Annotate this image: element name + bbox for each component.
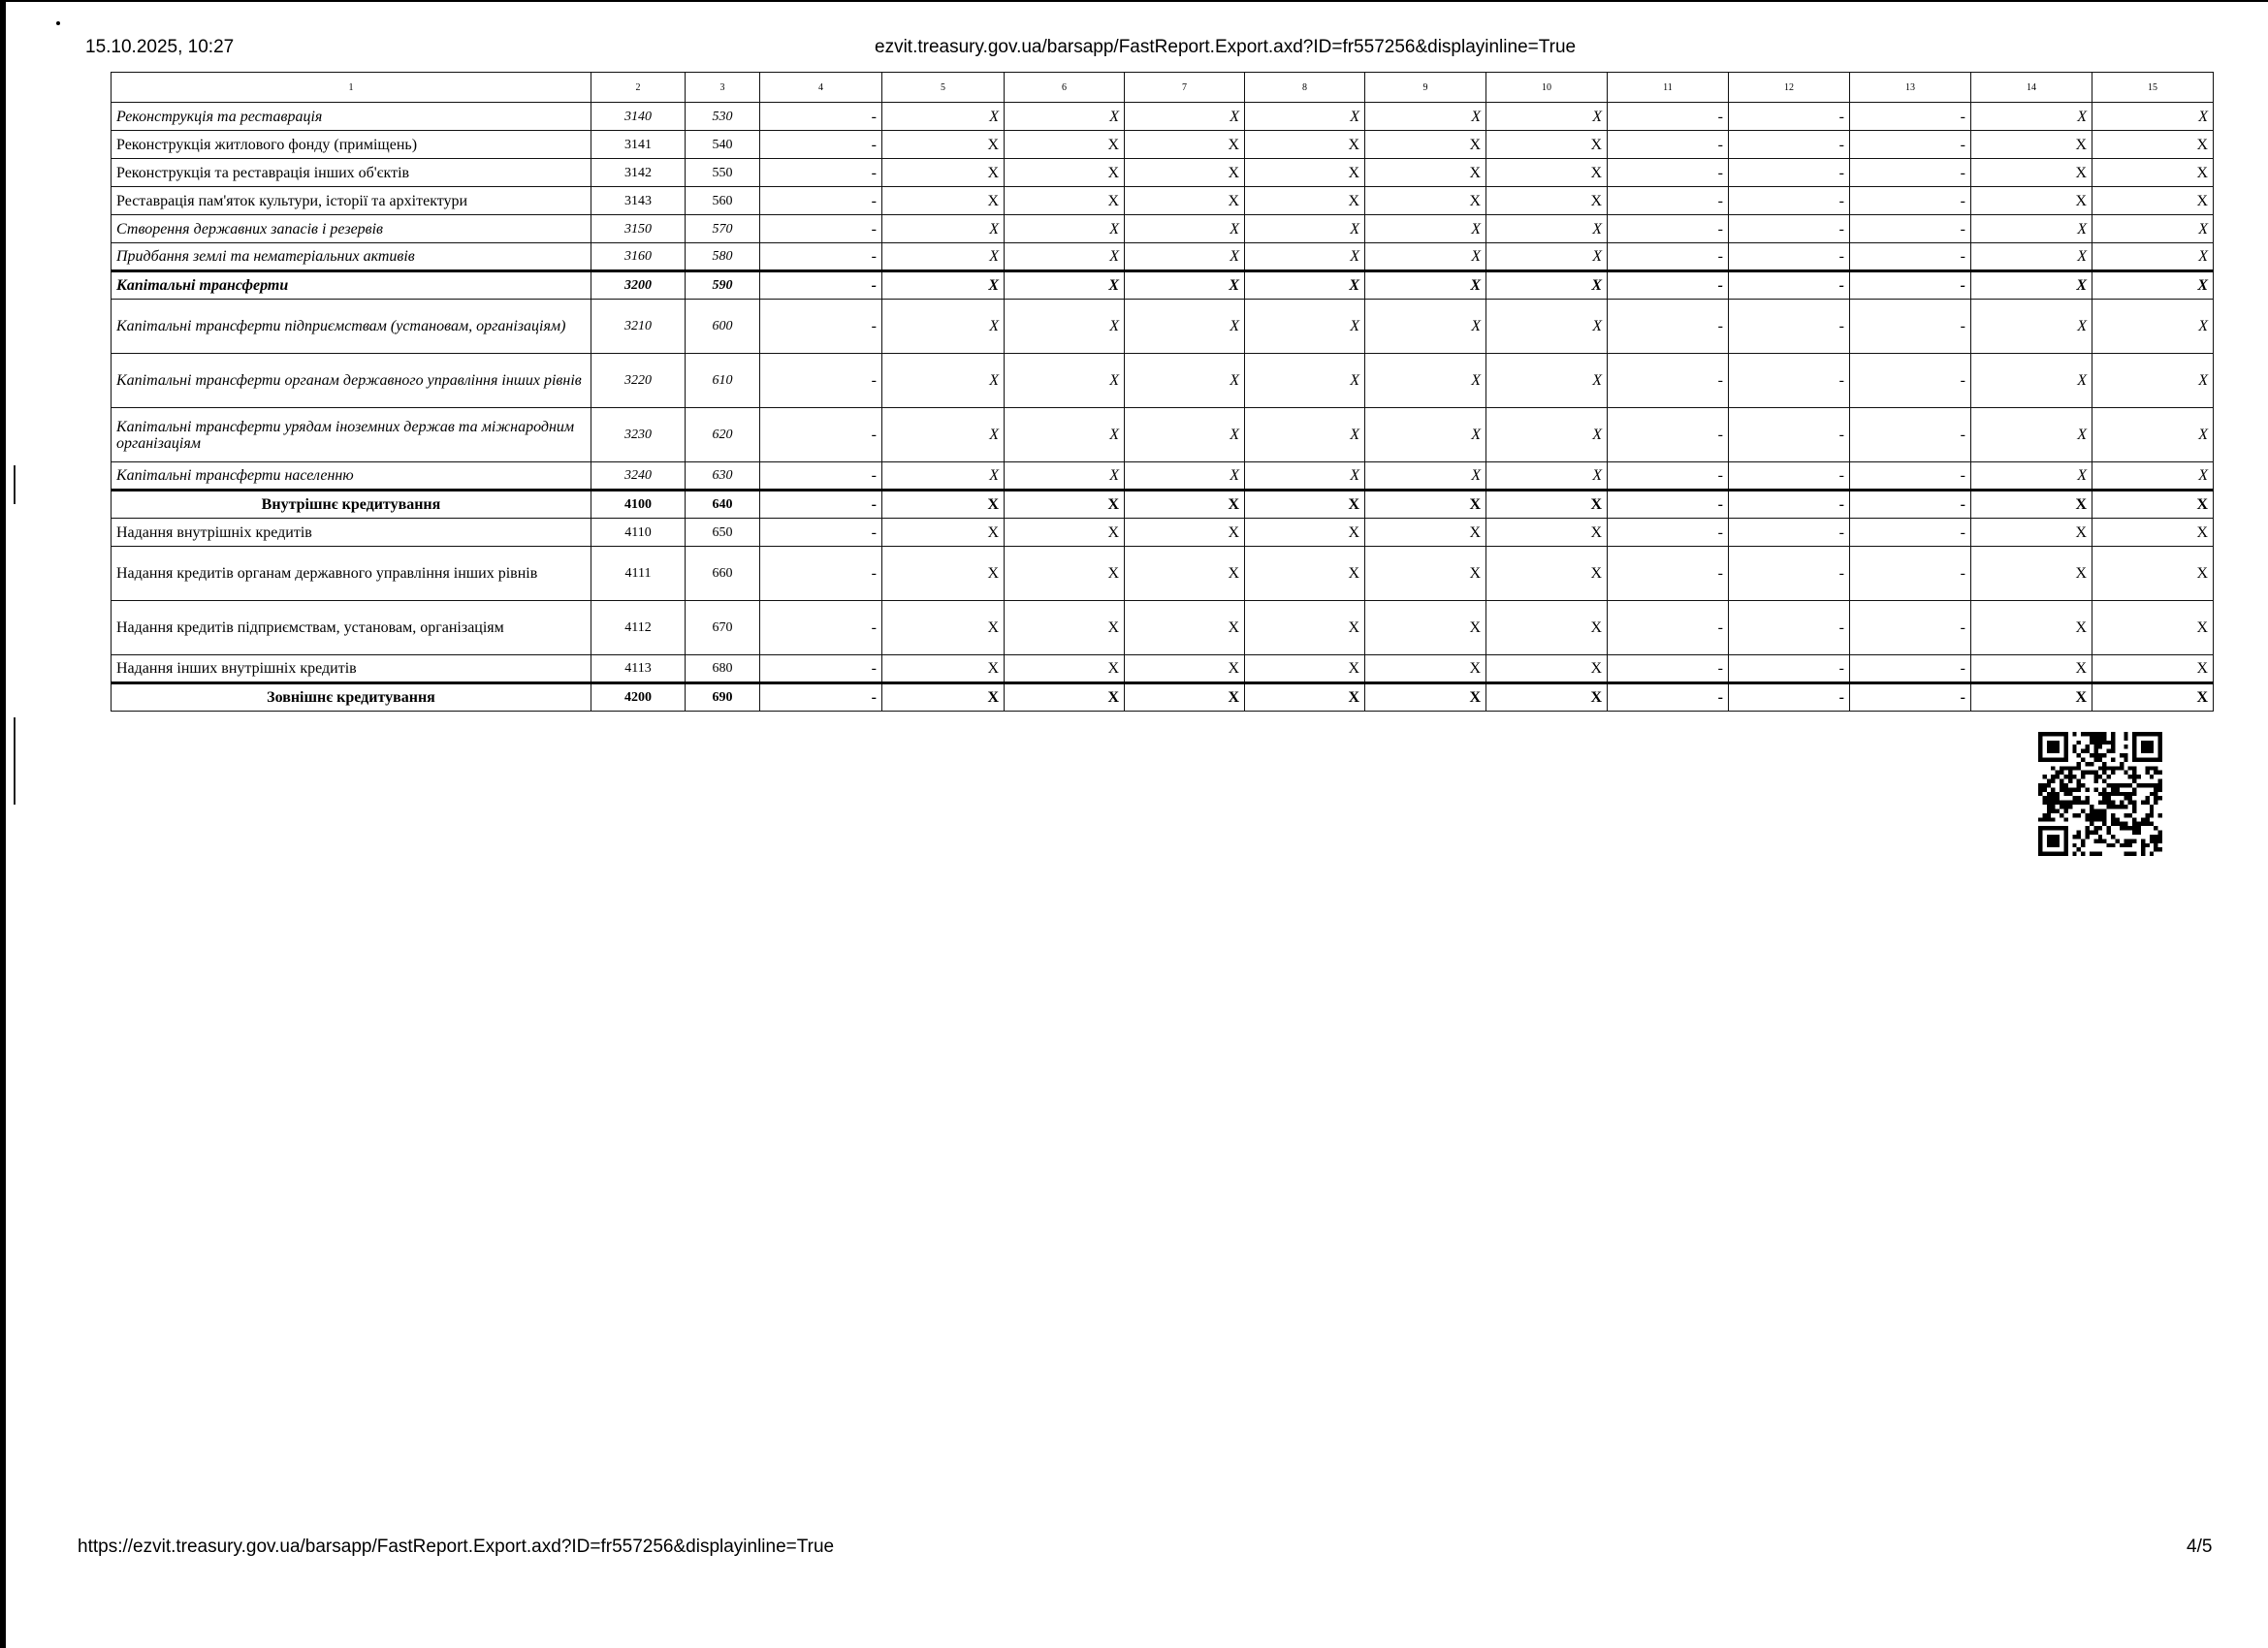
value-cell: - <box>760 519 882 547</box>
value-cell: - <box>1850 131 1971 159</box>
value-cell: X <box>1005 683 1125 712</box>
page-number: 4/5 <box>2187 1537 2213 1557</box>
value-cell: - <box>1608 655 1729 683</box>
value-cell: X <box>1005 131 1125 159</box>
value-cell: - <box>1729 683 1850 712</box>
value-cell: - <box>1729 271 1850 300</box>
value-cell: - <box>1850 271 1971 300</box>
scan-dot <box>56 21 60 25</box>
row-code: 4200 <box>591 683 686 712</box>
value-cell: X <box>1971 491 2092 519</box>
value-cell: X <box>1125 491 1245 519</box>
value-cell: X <box>1486 601 1608 655</box>
value-cell: - <box>1729 655 1850 683</box>
value-cell: - <box>1850 243 1971 271</box>
value-cell: - <box>760 215 882 243</box>
column-number: 5 <box>882 73 1005 103</box>
value-cell: X <box>1125 408 1245 462</box>
row-name: Надання внутрішніх кредитів <box>112 519 591 547</box>
value-cell: X <box>2092 462 2214 491</box>
value-cell: X <box>1005 243 1125 271</box>
row-code: 3143 <box>591 187 686 215</box>
value-cell: X <box>882 519 1005 547</box>
value-cell: X <box>1365 462 1486 491</box>
margin-mark <box>14 465 16 504</box>
value-cell: - <box>760 655 882 683</box>
value-cell: X <box>1125 655 1245 683</box>
row-code: 3160 <box>591 243 686 271</box>
value-cell: - <box>1729 491 1850 519</box>
value-cell: X <box>2092 655 2214 683</box>
value-cell: X <box>1971 271 2092 300</box>
value-cell: - <box>1850 103 1971 131</box>
table-row <box>112 491 2214 519</box>
value-cell: - <box>1729 159 1850 187</box>
value-cell: - <box>1850 491 1971 519</box>
value-cell: X <box>1125 159 1245 187</box>
value-cell: X <box>2092 683 2214 712</box>
value-cell: X <box>1365 408 1486 462</box>
table-row <box>112 159 2214 187</box>
value-cell: X <box>1125 519 1245 547</box>
report-table <box>111 72 2214 712</box>
value-cell: - <box>1729 103 1850 131</box>
value-cell: X <box>1245 491 1365 519</box>
value-cell: X <box>2092 354 2214 408</box>
row-line-code: 690 <box>686 683 760 712</box>
value-cell: X <box>2092 300 2214 354</box>
table-row <box>112 655 2214 683</box>
value-cell: X <box>1365 547 1486 601</box>
value-cell: X <box>1486 187 1608 215</box>
value-cell: - <box>1729 243 1850 271</box>
value-cell: X <box>1005 159 1125 187</box>
value-cell: X <box>2092 215 2214 243</box>
value-cell: - <box>1850 462 1971 491</box>
value-cell: X <box>1245 300 1365 354</box>
row-line-code: 550 <box>686 159 760 187</box>
row-line-code: 680 <box>686 655 760 683</box>
value-cell: X <box>1125 354 1245 408</box>
value-cell: X <box>1365 159 1486 187</box>
value-cell: - <box>1729 462 1850 491</box>
value-cell: X <box>1005 215 1125 243</box>
value-cell: X <box>1005 462 1125 491</box>
scan-edge-left <box>0 0 6 1648</box>
value-cell: X <box>1005 300 1125 354</box>
row-code: 4113 <box>591 655 686 683</box>
row-code: 3230 <box>591 408 686 462</box>
value-cell: - <box>1608 491 1729 519</box>
value-cell: X <box>1486 408 1608 462</box>
row-name: Надання кредитів органам державного управління інших рівнів <box>112 547 591 601</box>
value-cell: X <box>1365 683 1486 712</box>
column-number: 1 <box>112 73 591 103</box>
column-number: 11 <box>1608 73 1729 103</box>
value-cell: X <box>882 159 1005 187</box>
row-code: 3200 <box>591 271 686 300</box>
value-cell: X <box>2092 408 2214 462</box>
value-cell: X <box>1486 491 1608 519</box>
value-cell: - <box>1850 683 1971 712</box>
row-name: Капітальні трансферти урядам іноземних держав та міжнародним організаціям <box>112 408 591 462</box>
value-cell: - <box>760 271 882 300</box>
table-row <box>112 462 2214 491</box>
value-cell: - <box>1608 131 1729 159</box>
footer-url: https://ezvit.treasury.gov.ua/barsapp/FastReport.Export.axd?ID=fr557256&displayinline=True <box>78 1537 835 1557</box>
value-cell: X <box>1365 215 1486 243</box>
value-cell: - <box>1729 187 1850 215</box>
value-cell: - <box>1608 462 1729 491</box>
row-name: Реставрація пам'яток культури, історії та архітектури <box>112 187 591 215</box>
value-cell: X <box>882 271 1005 300</box>
value-cell: X <box>1486 354 1608 408</box>
value-cell: X <box>1005 354 1125 408</box>
column-number: 7 <box>1125 73 1245 103</box>
row-line-code: 590 <box>686 271 760 300</box>
value-cell: X <box>882 655 1005 683</box>
value-cell: X <box>1125 243 1245 271</box>
value-cell: X <box>1971 131 2092 159</box>
value-cell: X <box>1245 408 1365 462</box>
value-cell: - <box>1608 408 1729 462</box>
value-cell: X <box>882 491 1005 519</box>
print-url: ezvit.treasury.gov.ua/barsapp/FastReport.Export.axd?ID=fr557256&displayinline=True <box>875 37 1577 57</box>
value-cell: X <box>1005 601 1125 655</box>
value-cell: X <box>1486 103 1608 131</box>
row-line-code: 560 <box>686 187 760 215</box>
value-cell: X <box>2092 103 2214 131</box>
value-cell: X <box>882 300 1005 354</box>
table-row <box>112 103 2214 131</box>
table-row <box>112 271 2214 300</box>
value-cell: - <box>1850 547 1971 601</box>
value-cell: X <box>882 462 1005 491</box>
column-number: 4 <box>760 73 882 103</box>
value-cell: X <box>1971 215 2092 243</box>
row-code: 4111 <box>591 547 686 601</box>
row-code: 4112 <box>591 601 686 655</box>
value-cell: X <box>1971 655 2092 683</box>
table-row <box>112 243 2214 271</box>
value-cell: X <box>1125 683 1245 712</box>
value-cell: - <box>1850 408 1971 462</box>
value-cell: X <box>1486 243 1608 271</box>
row-code: 3220 <box>591 354 686 408</box>
value-cell: X <box>1005 491 1125 519</box>
table-row <box>112 215 2214 243</box>
value-cell: X <box>1125 462 1245 491</box>
value-cell: X <box>1486 519 1608 547</box>
row-line-code: 670 <box>686 601 760 655</box>
value-cell: X <box>1971 354 2092 408</box>
value-cell: X <box>1245 243 1365 271</box>
value-cell: X <box>1245 519 1365 547</box>
row-code: 3140 <box>591 103 686 131</box>
row-line-code: 650 <box>686 519 760 547</box>
value-cell: X <box>1005 655 1125 683</box>
value-cell: X <box>1005 103 1125 131</box>
value-cell: - <box>1850 655 1971 683</box>
value-cell: - <box>760 131 882 159</box>
value-cell: - <box>760 300 882 354</box>
value-cell: X <box>1365 491 1486 519</box>
value-cell: X <box>1125 547 1245 601</box>
value-cell: X <box>1971 187 2092 215</box>
row-code: 3240 <box>591 462 686 491</box>
column-number: 12 <box>1729 73 1850 103</box>
row-name: Капітальні трансферти підприємствам (установам, організаціям) <box>112 300 591 354</box>
value-cell: X <box>1125 271 1245 300</box>
table-row <box>112 547 2214 601</box>
print-datetime: 15.10.2025, 10:27 <box>85 37 235 57</box>
value-cell: X <box>1245 103 1365 131</box>
value-cell: - <box>1850 159 1971 187</box>
row-name: Реконструкція та реставрація інших об'єктів <box>112 159 591 187</box>
value-cell: - <box>1850 354 1971 408</box>
value-cell: - <box>1608 243 1729 271</box>
row-name: Капітальні трансферти <box>112 271 591 300</box>
value-cell: - <box>760 547 882 601</box>
column-number: 2 <box>591 73 686 103</box>
row-code: 4110 <box>591 519 686 547</box>
value-cell: X <box>1971 519 2092 547</box>
row-line-code: 530 <box>686 103 760 131</box>
value-cell: X <box>2092 271 2214 300</box>
value-cell: X <box>1971 408 2092 462</box>
value-cell: X <box>1971 243 2092 271</box>
value-cell: X <box>1486 271 1608 300</box>
value-cell: X <box>2092 547 2214 601</box>
value-cell: X <box>1365 271 1486 300</box>
value-cell: X <box>882 683 1005 712</box>
value-cell: - <box>1850 300 1971 354</box>
value-cell: X <box>1365 131 1486 159</box>
row-name: Надання інших внутрішніх кредитів <box>112 655 591 683</box>
row-line-code: 540 <box>686 131 760 159</box>
value-cell: X <box>1245 683 1365 712</box>
column-number: 10 <box>1486 73 1608 103</box>
value-cell: X <box>1971 683 2092 712</box>
value-cell: - <box>760 408 882 462</box>
value-cell: - <box>1850 519 1971 547</box>
value-cell: X <box>1486 547 1608 601</box>
value-cell: - <box>760 683 882 712</box>
row-name: Придбання землі та нематеріальних активів <box>112 243 591 271</box>
value-cell: X <box>1005 408 1125 462</box>
value-cell: X <box>1971 547 2092 601</box>
value-cell: X <box>1245 601 1365 655</box>
value-cell: X <box>1365 354 1486 408</box>
value-cell: X <box>1365 519 1486 547</box>
row-line-code: 600 <box>686 300 760 354</box>
table-row <box>112 408 2214 462</box>
row-name: Капітальні трансферти органам державного управління інших рівнів <box>112 354 591 408</box>
value-cell: X <box>1971 601 2092 655</box>
row-line-code: 640 <box>686 491 760 519</box>
value-cell: X <box>1365 601 1486 655</box>
value-cell: X <box>1245 655 1365 683</box>
value-cell: - <box>1729 300 1850 354</box>
value-cell: X <box>1365 243 1486 271</box>
row-name: Внутрішнє кредитування <box>112 491 591 519</box>
row-code: 3210 <box>591 300 686 354</box>
row-line-code: 570 <box>686 215 760 243</box>
table-row <box>112 354 2214 408</box>
table-row <box>112 601 2214 655</box>
value-cell: - <box>1850 601 1971 655</box>
value-cell: - <box>760 187 882 215</box>
value-cell: - <box>1850 215 1971 243</box>
value-cell: X <box>1245 215 1365 243</box>
column-number: 3 <box>686 73 760 103</box>
value-cell: X <box>1486 215 1608 243</box>
value-cell: - <box>1608 215 1729 243</box>
value-cell: X <box>1125 103 1245 131</box>
value-cell: X <box>1971 103 2092 131</box>
row-code: 3142 <box>591 159 686 187</box>
column-number: 15 <box>2092 73 2214 103</box>
value-cell: - <box>1608 601 1729 655</box>
value-cell: X <box>2092 601 2214 655</box>
row-line-code: 660 <box>686 547 760 601</box>
value-cell: X <box>1245 547 1365 601</box>
table-row <box>112 131 2214 159</box>
value-cell: - <box>1608 519 1729 547</box>
row-line-code: 580 <box>686 243 760 271</box>
value-cell: X <box>2092 519 2214 547</box>
value-cell: - <box>1729 215 1850 243</box>
value-cell: - <box>1729 354 1850 408</box>
qr-code <box>2038 732 2162 856</box>
value-cell: - <box>1608 271 1729 300</box>
value-cell: X <box>882 131 1005 159</box>
value-cell: X <box>1971 300 2092 354</box>
column-number-row <box>112 73 2214 103</box>
value-cell: - <box>760 354 882 408</box>
value-cell: - <box>1608 300 1729 354</box>
value-cell: X <box>1005 271 1125 300</box>
row-name: Створення державних запасів і резервів <box>112 215 591 243</box>
value-cell: X <box>1245 159 1365 187</box>
table-row <box>112 187 2214 215</box>
value-cell: X <box>1125 187 1245 215</box>
row-line-code: 620 <box>686 408 760 462</box>
value-cell: X <box>1365 103 1486 131</box>
margin-mark <box>14 717 16 805</box>
value-cell: - <box>1608 159 1729 187</box>
value-cell: - <box>1729 519 1850 547</box>
value-cell: - <box>1608 187 1729 215</box>
value-cell: - <box>760 462 882 491</box>
value-cell: X <box>1245 131 1365 159</box>
value-cell: X <box>882 215 1005 243</box>
column-number: 14 <box>1971 73 2092 103</box>
value-cell: - <box>1729 547 1850 601</box>
table-row <box>112 683 2214 712</box>
value-cell: X <box>1005 187 1125 215</box>
column-number: 6 <box>1005 73 1125 103</box>
value-cell: - <box>1608 683 1729 712</box>
value-cell: - <box>1608 103 1729 131</box>
value-cell: - <box>760 103 882 131</box>
row-code: 3141 <box>591 131 686 159</box>
value-cell: X <box>882 601 1005 655</box>
table-row <box>112 519 2214 547</box>
value-cell: X <box>2092 131 2214 159</box>
row-name: Реконструкція та реставрація <box>112 103 591 131</box>
row-name: Надання кредитів підприємствам, установам, організаціям <box>112 601 591 655</box>
value-cell: - <box>760 601 882 655</box>
value-cell: X <box>1245 462 1365 491</box>
value-cell: X <box>2092 243 2214 271</box>
value-cell: X <box>1486 655 1608 683</box>
value-cell: - <box>1729 408 1850 462</box>
column-number: 13 <box>1850 73 1971 103</box>
value-cell: X <box>882 187 1005 215</box>
scan-edge-top <box>0 0 2268 2</box>
value-cell: X <box>1005 519 1125 547</box>
value-cell: X <box>1125 215 1245 243</box>
value-cell: X <box>1971 462 2092 491</box>
row-name: Зовнішнє кредитування <box>112 683 591 712</box>
value-cell: X <box>1365 187 1486 215</box>
row-line-code: 610 <box>686 354 760 408</box>
row-name: Капітальні трансферти населенню <box>112 462 591 491</box>
value-cell: X <box>1245 271 1365 300</box>
column-number: 9 <box>1365 73 1486 103</box>
table-row <box>112 300 2214 354</box>
value-cell: X <box>1486 462 1608 491</box>
value-cell: X <box>1365 300 1486 354</box>
value-cell: X <box>882 354 1005 408</box>
value-cell: X <box>1125 601 1245 655</box>
value-cell: X <box>1245 187 1365 215</box>
value-cell: X <box>1125 131 1245 159</box>
value-cell: X <box>1365 655 1486 683</box>
value-cell: - <box>1608 354 1729 408</box>
value-cell: X <box>2092 491 2214 519</box>
value-cell: X <box>1005 547 1125 601</box>
value-cell: - <box>1850 187 1971 215</box>
value-cell: - <box>760 159 882 187</box>
value-cell: X <box>1486 159 1608 187</box>
row-code: 4100 <box>591 491 686 519</box>
value-cell: X <box>1486 300 1608 354</box>
value-cell: - <box>1608 547 1729 601</box>
value-cell: X <box>882 243 1005 271</box>
row-code: 3150 <box>591 215 686 243</box>
value-cell: X <box>882 103 1005 131</box>
value-cell: - <box>760 491 882 519</box>
column-number: 8 <box>1245 73 1365 103</box>
value-cell: X <box>882 547 1005 601</box>
value-cell: - <box>760 243 882 271</box>
value-cell: - <box>1729 601 1850 655</box>
value-cell: X <box>2092 159 2214 187</box>
value-cell: X <box>1486 683 1608 712</box>
value-cell: X <box>882 408 1005 462</box>
value-cell: X <box>2092 187 2214 215</box>
value-cell: X <box>1486 131 1608 159</box>
row-line-code: 630 <box>686 462 760 491</box>
value-cell: X <box>1125 300 1245 354</box>
value-cell: X <box>1245 354 1365 408</box>
value-cell: - <box>1729 131 1850 159</box>
row-name: Реконструкція житлового фонду (приміщень) <box>112 131 591 159</box>
value-cell: X <box>1971 159 2092 187</box>
